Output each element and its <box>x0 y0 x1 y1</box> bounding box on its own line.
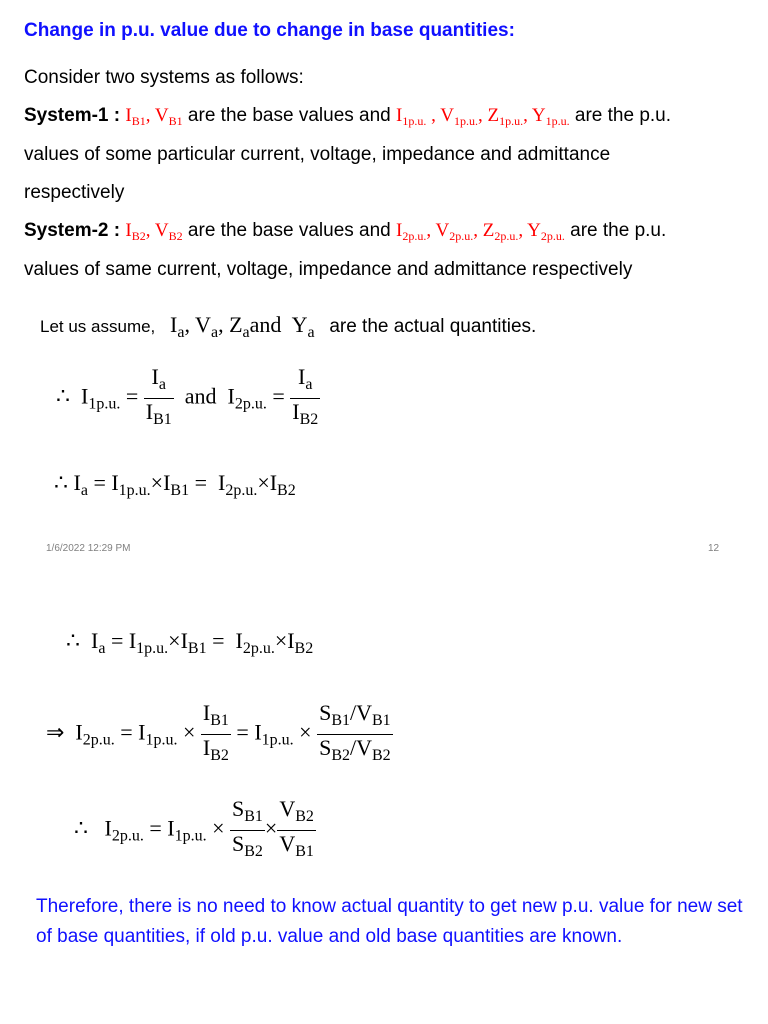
intro-text: Consider two systems as follows: <box>24 67 304 88</box>
equation-actual-current: ∴ $I_a = I_{1p.u.}\times I_{B1} = I_{2p.u.}\times I_{B2}$ <box>54 470 296 499</box>
fraction-ia-over-ib2: $\frac{I_a}{I_{B2}}$ <box>292 364 319 428</box>
system-2-bases: $I_{B2}$, $V_{B2}$ <box>125 220 183 243</box>
system-1-line <box>24 105 671 129</box>
system-2-label: System-2 : <box>24 220 121 241</box>
fraction-sb-over-vb: $\frac{S_{B1}/V_{B1}}{S_{B2}/V_{B2}}$ <box>319 700 391 764</box>
system-2-line <box>24 220 666 244</box>
slide-2 <box>0 570 768 1024</box>
system-1-line-3: respectively <box>24 182 125 203</box>
fraction-ib1-over-ib2: $\frac{I_{B1}}{I_{B2}}$ <box>202 700 229 764</box>
assume-lead: Let us assume, <box>40 317 156 336</box>
assume-tail: are the actual quantities. <box>329 316 537 337</box>
system-1-tail: are the p.u. <box>574 105 672 126</box>
system-1-bases: $I_{B1}$, $V_{B1}$ <box>125 105 183 128</box>
conclusion-text: Therefore, there is no need to know actual quantity to get new p.u. value for new set of base quantities, if old p.u. value and old base quantities are known. <box>36 896 743 947</box>
equation-i2pu-final: ∴ $I_{2p.u.} = I_{1p.u.}$ × $\frac{S_{B1}}{S_{B2}}$ × $\frac{V_{B2}}{V_{B1}}$ <box>74 796 316 865</box>
equation-i2pu-derivation: ⇒ $I_{2p.u.} = I_{1p.u.}$ × $\frac{I_{B1}}{I_{B2}}$ = $I_{1p.u.}$ × $\frac{S_{B1}/V_{B1}}{S_{B2}/V_{B2}}$ <box>46 700 393 769</box>
system-1-label: System-1 : <box>24 105 121 126</box>
system-2-line-2: values of same current, voltage, impedance and admittance respectively <box>24 259 633 280</box>
system-1-mid: are the base values and <box>187 105 391 126</box>
slide-date: 1/6/2022 12:29 PM <box>46 543 131 554</box>
slide-number: 12 <box>708 543 720 554</box>
system-1-line-2: values of some particular current, voltage, impedance and admittance <box>24 144 611 165</box>
system-2-mid: are the base values and <box>187 220 391 241</box>
system-2-tail: are the p.u. <box>570 220 667 241</box>
slide-title: Change in p.u. value due to change in base quantities: <box>24 20 515 41</box>
assume-line <box>40 312 536 342</box>
assume-equation: $I_a$, $V_a$, $Z_aand$ $Y_a$ <box>170 312 315 341</box>
system-1-pu-values: $I_{1p.u.}$ , $V_{1p.u.}$, $Z_{1p.u.}$, $Y_{1p.u.}$ <box>396 105 570 128</box>
system-2-pu-values: $I_{2p.u.}$, $V_{2p.u.}$, $Z_{2p.u.}$, $Y_{2p.u.}$ <box>396 220 565 243</box>
fraction-sb1-over-sb2: $\frac{S_{B1}}{S_{B2}}$ <box>231 796 263 860</box>
fraction-vb2-over-vb1: $\frac{V_{B2}}{V_{B1}}$ <box>279 796 314 860</box>
fraction-ia-over-ib1: $\frac{I_a}{I_{B1}}$ <box>145 364 172 428</box>
equation-pu-definitions: ∴ $I_{1p.u.}$ = $\frac{I_a}{I_{B1}}$ and $I_{2p.u.}$ = $\frac{I_a}{I_{B2}}$ <box>56 364 320 433</box>
equation-actual-current-repeat: ∴ $I_a = I_{1p.u.}\times I_{B1} = I_{2p.u.}\times I_{B2}$ <box>66 628 314 657</box>
